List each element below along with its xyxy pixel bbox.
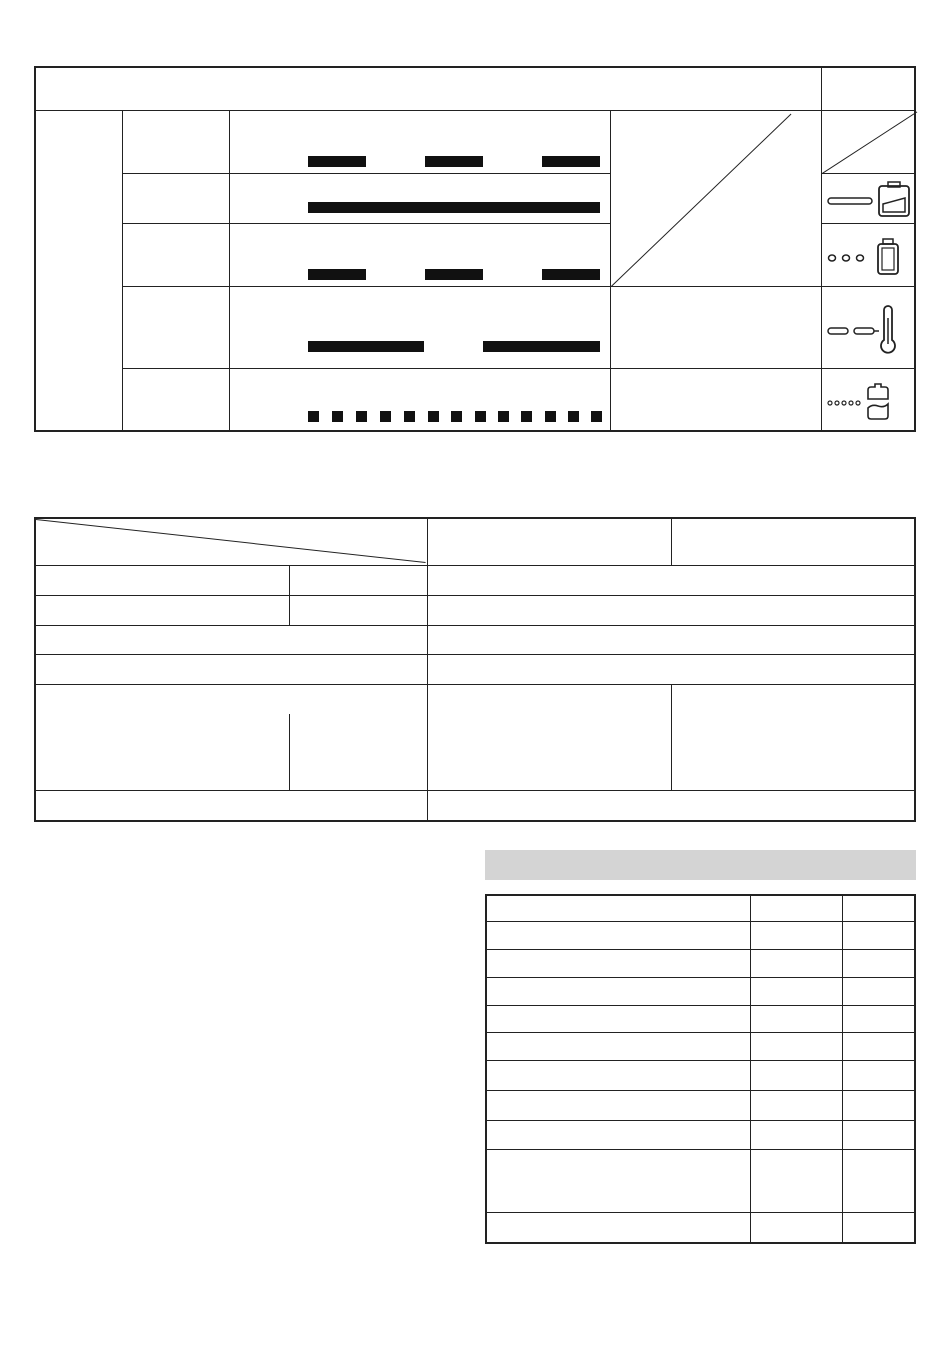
- pattern-row-divider-3: [122, 286, 916, 287]
- signal-dot: [545, 411, 556, 422]
- signal-dot: [475, 411, 486, 422]
- signal-dot: [498, 411, 509, 422]
- table-row-divider: [485, 1060, 916, 1061]
- signal-dot: [332, 411, 343, 422]
- signal-long-dash: [308, 341, 424, 352]
- signal-dash: [425, 269, 483, 280]
- battery-low-icon: [826, 180, 914, 220]
- table-row-divider: [485, 1120, 916, 1121]
- table-row-divider: [485, 949, 916, 950]
- pattern-row-divider-4: [122, 368, 916, 369]
- thermometer-icon: [826, 304, 914, 356]
- spec-row-divider-5: [34, 790, 916, 791]
- pattern-col-divider-1: [122, 110, 123, 432]
- pattern-row-divider-2b: [821, 223, 916, 224]
- signal-dot: [428, 411, 439, 422]
- spec-col-divider-right-b: [671, 684, 672, 790]
- signal-dash: [308, 269, 366, 280]
- signal-dot: [568, 411, 579, 422]
- section-heading-band: [485, 850, 916, 880]
- table-row-divider: [485, 1212, 916, 1213]
- signal-dot: [380, 411, 391, 422]
- table-row-divider: [485, 977, 916, 978]
- spec-col-divider-main: [427, 517, 428, 822]
- signal-dot: [591, 411, 602, 422]
- spec-col-divider-left-b: [289, 714, 290, 790]
- clogged-bit-icon: [826, 380, 914, 424]
- spec-row-divider-1: [34, 595, 916, 596]
- table-row-divider: [485, 1005, 916, 1006]
- signal-long-dash: [483, 341, 600, 352]
- battery-empty-icon: [826, 236, 914, 280]
- pattern-col-divider-2: [229, 110, 230, 432]
- signal-dot: [521, 411, 532, 422]
- list-col-divider-2: [842, 894, 843, 1244]
- signal-solid: [308, 202, 600, 213]
- spec-row-divider-0: [34, 565, 916, 566]
- pattern-col-divider-3: [610, 110, 611, 432]
- pattern-row-divider-1b: [821, 173, 916, 174]
- pattern-header-divider: [34, 110, 916, 111]
- pattern-row-divider-1: [122, 173, 611, 174]
- signal-dash: [308, 156, 366, 167]
- signal-dot: [308, 411, 319, 422]
- spec-row-divider-2: [34, 625, 916, 626]
- signal-dash: [542, 156, 600, 167]
- table-row-divider: [485, 1090, 916, 1091]
- signal-dash: [425, 156, 483, 167]
- signal-dot: [451, 411, 462, 422]
- pattern-header-col-divider: [821, 66, 822, 432]
- signal-dot: [356, 411, 367, 422]
- spec-col-divider-header: [671, 517, 672, 565]
- signal-dash: [542, 269, 600, 280]
- table-row-divider: [485, 1032, 916, 1033]
- table-row-divider: [485, 1149, 916, 1150]
- table-row-divider: [485, 921, 916, 922]
- spec-table-frame: [34, 517, 916, 822]
- pattern-row-divider-2: [122, 223, 611, 224]
- spec-row-divider-3: [34, 654, 916, 655]
- list-col-divider-1: [750, 894, 751, 1244]
- list-table-frame: [485, 894, 916, 1244]
- spec-row-divider-4: [34, 684, 916, 685]
- signal-dot: [404, 411, 415, 422]
